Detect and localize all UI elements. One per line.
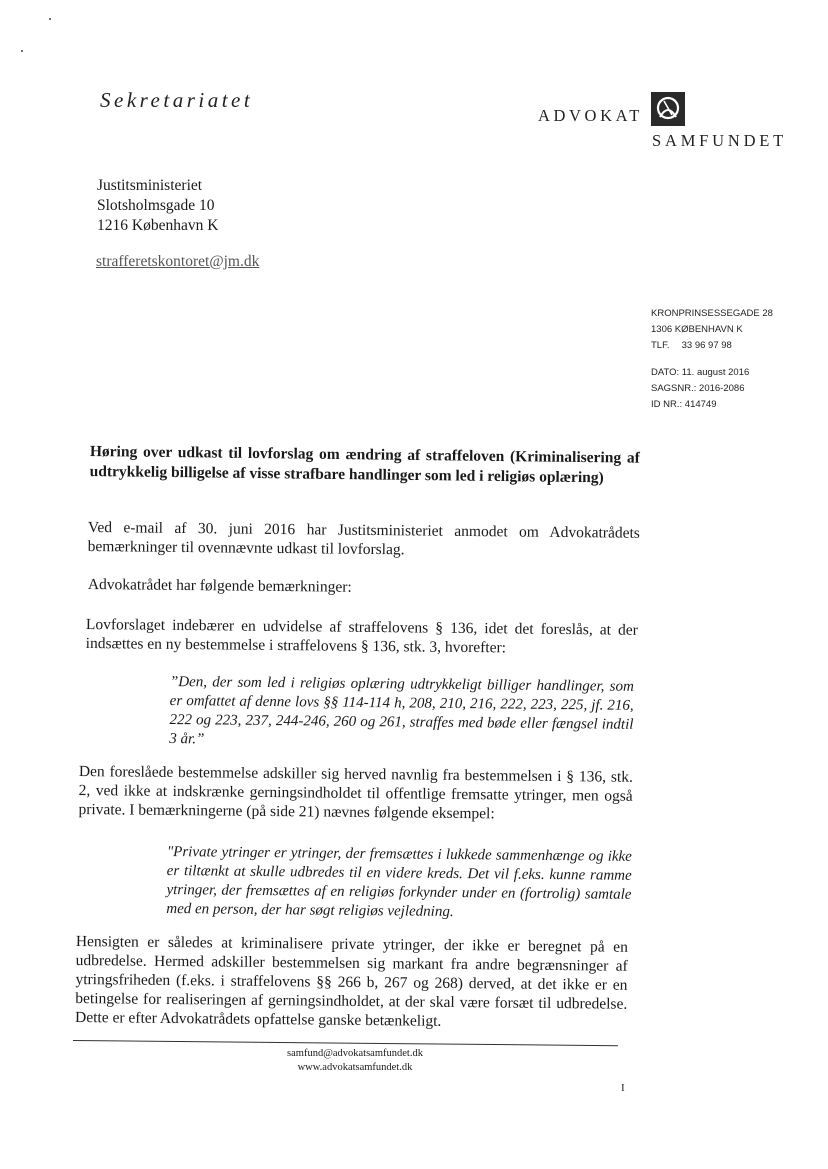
case-number-line (651, 381, 773, 397)
letter-subject: Høring over udkast til lovforslag om ændring af straffeloven (Kriminalisering af udtrykkelig billigelse af visse strafbare handlinger som led i religiøs oplæring) (89, 442, 640, 487)
date-value: 11. august 2016 (681, 367, 750, 378)
quote-remarks-example: "Private ytringer er ytringer, der fremsættes i lukkede sammenhænge og ikke er tiltænkt at skulle udbredes til en videre kreds. Det vil f.eks. kunne ramme ytringer, der fremsættes af en religiøs forkynder under en (fortrolig) samtale med en person, der har søgt religiøs vejledning. (166, 843, 632, 921)
case-label: SAGSNR.: (651, 383, 697, 394)
id-label: ID NR.: (651, 399, 683, 410)
scan-speck (21, 50, 23, 52)
sender-phone-line (651, 338, 773, 354)
body-paragraph-2: Advokatrådet har følgende bemærkninger: (87, 575, 352, 596)
page-mark: I (621, 1082, 625, 1094)
date-line (651, 365, 773, 381)
body-paragraph-1: Ved e-mail af 30. juni 2016 har Justitsministeriet anmodet om Advokatrådets bemærkninger til ovennævnte udkast til lovforslag. (87, 518, 640, 559)
footer-website-link[interactable]: www.advokatsamfundet.dk (297, 1062, 413, 1073)
body-paragraph-3: Lovforslaget indebærer en udvidelse af straffelovens § 136, idet det foreslås, at der indsættes en ny bestemmelse i straffelovens § 136, stk. 3, hvorefter: (85, 615, 638, 657)
recipient-email-link[interactable]: strafferetskontoret@jm.dk (96, 253, 260, 270)
body-paragraph-5: Hensigten er således at kriminalisere private ytringer, der ikke er beregnet på en udbredelse. Hermed adskiller bestemmelsen sig markant fra andre begrænsninger af ytringsfriheden (f.eks. i straffelovens §§ 266 b, 267 og 268) derved, at det ikke er en betingelse for realiseringen af gerningsindholdet, at der skal være forsæt til udbredelse. Dette er efter Advokatrådets opfattelse ganske betænkeligt. (75, 932, 628, 1030)
phone-value: 33 96 97 98 (681, 340, 732, 351)
recipient-address (97, 176, 218, 236)
sender-city-line: 1306 KØBENHAVN K (651, 324, 743, 335)
footer-contact (250, 1047, 460, 1075)
footer-email-link[interactable]: samfund@advokatsamfundet.dk (287, 1048, 423, 1059)
phone-label: TLF. (651, 340, 670, 351)
date-label: DATO: (651, 367, 680, 378)
recipient-line: Justitsministeriet (97, 177, 203, 194)
department-name: Sekretariatet (100, 88, 254, 112)
logo-text-samfundet: SAMFUNDET (652, 131, 788, 150)
scan-speck (49, 18, 51, 20)
case-value: 2016-2086 (699, 383, 745, 394)
quote-proposed-provision: ”Den, der som led i religiøs oplæring udtrykkeligt billiger handlinger, som er omfattet af denne lovs §§ 114-114 h, 208, 210, 216, 222, 223, 225, jf. 216, 222 og 223, 237, 244-246, 260 og 261, straffes med bøde eller fængsel indtil 3 år.” (169, 673, 634, 748)
sender-address-line: KRONPRINSESSEGADE 28 (651, 308, 773, 319)
recipient-line: 1216 København K (97, 217, 219, 234)
body-paragraph-4: Den foreslåede bestemmelse adskiller sig herved navnlig fra bestemmelsen i § 136, stk. 2, ved ikke at indskrænke gerningsindholdet til offentlige fremsatte ytringer, men også private. I bemærkningerne (på side 21) nævnes følgende eksempel: (78, 762, 633, 823)
recipient-line: Slotsholmsgade 10 (97, 197, 215, 214)
advokatsamfundet-logo-icon (650, 91, 686, 127)
id-number-line (651, 397, 773, 413)
footer-divider (73, 1040, 618, 1046)
sender-info-block (651, 306, 773, 413)
logo-text-advokat: ADVOKAT (538, 106, 643, 125)
id-value: 414749 (684, 399, 717, 410)
